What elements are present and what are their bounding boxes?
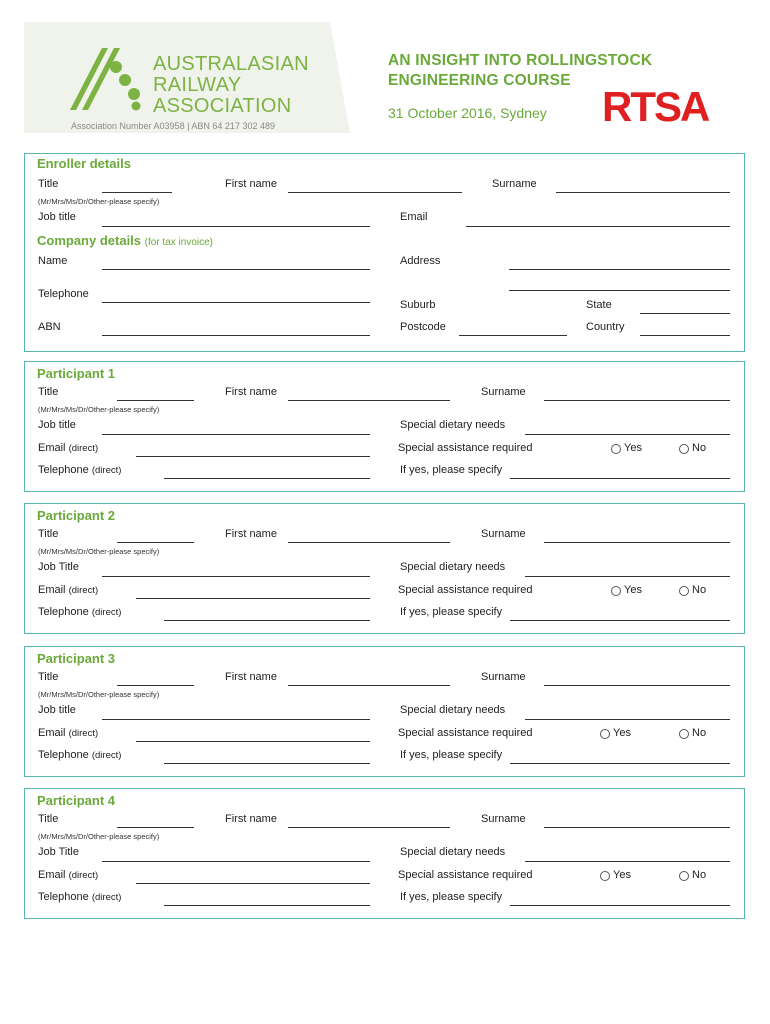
- participant-3-email-label-text: Email: [38, 727, 66, 739]
- participant-1-telephone-label: [38, 464, 121, 476]
- participant-2-surname-field[interactable]: [544, 542, 730, 543]
- participant-2-job-title-label: Job Title: [38, 561, 79, 573]
- ara-logo-icon: [68, 46, 152, 114]
- rtsa-logo-text: RTSA: [602, 84, 709, 126]
- participant-2-assistance-label: Special assistance required: [398, 584, 533, 596]
- participant-1-email-note: (direct): [68, 443, 99, 454]
- participant-4-assistance-yes-radio[interactable]: [600, 871, 610, 881]
- enroller-first-name-field[interactable]: [288, 192, 462, 193]
- participant-3-title-hint: (Mr/Mrs/Ms/Dr/Other-please specify): [38, 690, 160, 699]
- participant-2-telephone-label: [38, 606, 121, 618]
- participant-2-telephone-label-text: Telephone: [38, 606, 89, 618]
- participant-2-telephone-note: (direct): [91, 607, 122, 618]
- participant-4-first-name-label: First name: [225, 813, 277, 825]
- participant-1-section: [24, 361, 745, 492]
- participant-3-title: Participant 3: [37, 651, 116, 666]
- participant-3-assistance-no-radio[interactable]: [679, 729, 689, 739]
- participant-4-email-field[interactable]: [136, 883, 370, 884]
- participant-4-telephone-note: (direct): [91, 892, 122, 903]
- participant-3-email-label: [38, 727, 98, 739]
- participant-1-first-name-label: First name: [225, 386, 277, 398]
- participant-1-email-label: [38, 442, 98, 454]
- participant-1-no-label: No: [692, 442, 707, 454]
- company-telephone-field[interactable]: [102, 302, 370, 303]
- participant-2-specify-label: If yes, please specify: [400, 606, 503, 618]
- participant-1-title: Participant 1: [37, 366, 116, 381]
- company-country-field[interactable]: [640, 335, 730, 336]
- participant-4-telephone-field[interactable]: [164, 905, 370, 906]
- org-name-line-2: RAILWAY: [153, 74, 242, 96]
- participant-1-title-field[interactable]: [117, 400, 194, 401]
- participant-2-no-label: No: [692, 584, 707, 596]
- participant-4-first-name-field[interactable]: [288, 827, 450, 828]
- participant-4-assistance-no-radio[interactable]: [679, 871, 689, 881]
- participant-2-assistance-no-radio[interactable]: [679, 586, 689, 596]
- participant-4-yes-label: Yes: [613, 869, 631, 881]
- participant-1-assistance-label: Special assistance required: [398, 442, 533, 454]
- course-title-line-2: ENGINEERING COURSE: [388, 72, 571, 89]
- participant-1-email-field[interactable]: [136, 456, 370, 457]
- participant-2-title-hint: (Mr/Mrs/Ms/Dr/Other-please specify): [38, 547, 160, 556]
- company-title: [37, 233, 213, 248]
- participant-3-surname-field[interactable]: [544, 685, 730, 686]
- enroller-surname-field[interactable]: [556, 192, 730, 193]
- enroller-title-field[interactable]: [102, 192, 172, 193]
- participant-2-dietary-field[interactable]: [525, 576, 730, 577]
- company-telephone-label: Telephone: [38, 288, 89, 300]
- company-address-field-2[interactable]: [509, 290, 730, 291]
- company-note: (for tax invoice): [144, 237, 214, 248]
- participant-4-telephone-label-text: Telephone: [38, 891, 89, 903]
- company-country-label: Country: [586, 321, 625, 333]
- association-number: Association Number A03958 | ABN 64 217 302 489: [71, 121, 275, 131]
- enroller-email-label: Email: [400, 211, 428, 223]
- participant-1-telephone-note: (direct): [91, 465, 122, 476]
- company-address-label: Address: [400, 255, 441, 267]
- participant-4-title-hint: (Mr/Mrs/Ms/Dr/Other-please specify): [38, 832, 160, 841]
- participant-1-yes-label: Yes: [624, 442, 642, 454]
- participant-3-no-label: No: [692, 727, 707, 739]
- participant-2-job-title-field[interactable]: [102, 576, 370, 577]
- participant-3-telephone-field[interactable]: [164, 763, 370, 764]
- participant-1-dietary-label: Special dietary needs: [400, 419, 506, 431]
- participant-2-first-name-field[interactable]: [288, 542, 450, 543]
- participant-3-surname-label: Surname: [481, 671, 526, 683]
- participant-3-title-label: Title: [38, 671, 59, 683]
- participant-4-assistance-label: Special assistance required: [398, 869, 533, 881]
- participant-3-specify-label: If yes, please specify: [400, 749, 503, 761]
- participant-3-job-title-field[interactable]: [102, 719, 370, 720]
- participant-2-email-note: (direct): [68, 585, 99, 596]
- course-title-line-1: AN INSIGHT INTO ROLLINGSTOCK: [388, 52, 653, 69]
- participant-1-title-label: Title: [38, 386, 59, 398]
- company-state-label: State: [586, 299, 612, 311]
- participant-3-specify-field[interactable]: [510, 763, 730, 764]
- participant-1-specify-field[interactable]: [510, 478, 730, 479]
- enroller-first-name-label: First name: [225, 178, 277, 190]
- participant-2-email-label-text: Email: [38, 584, 66, 596]
- company-abn-label: ABN: [38, 321, 61, 333]
- company-name-label: Name: [38, 255, 68, 267]
- org-name-line-3: ASSOCIATION: [153, 95, 292, 117]
- participant-4-dietary-label: Special dietary needs: [400, 846, 506, 858]
- participant-4-surname-label: Surname: [481, 813, 526, 825]
- company-address-field-1[interactable]: [509, 269, 730, 270]
- participant-4-title-label: Title: [38, 813, 59, 825]
- participant-4-section: [24, 788, 745, 919]
- participant-3-assistance-label: Special assistance required: [398, 727, 533, 739]
- participant-2-telephone-field[interactable]: [164, 620, 370, 621]
- participant-3-job-title-label: Job title: [38, 704, 76, 716]
- participant-1-email-label-text: Email: [38, 442, 66, 454]
- participant-2-dietary-label: Special dietary needs: [400, 561, 506, 573]
- participant-3-yes-label: Yes: [613, 727, 631, 739]
- participant-1-assistance-no-radio[interactable]: [679, 444, 689, 454]
- participant-2-yes-label: Yes: [624, 584, 642, 596]
- participant-3-section: [24, 646, 745, 777]
- participant-1-specify-label: If yes, please specify: [400, 464, 503, 476]
- company-abn-field[interactable]: [102, 335, 370, 336]
- participant-4-email-label-text: Email: [38, 869, 66, 881]
- participant-4-email-note: (direct): [68, 870, 99, 881]
- participant-3-first-name-field[interactable]: [288, 685, 450, 686]
- company-postcode-field[interactable]: [459, 335, 567, 336]
- enroller-title-label: Title: [38, 178, 59, 190]
- participant-2-surname-label: Surname: [481, 528, 526, 540]
- participant-2-title-label: Title: [38, 528, 59, 540]
- enroller-title-hint: (Mr/Mrs/Ms/Dr/Other-please specify): [38, 197, 160, 206]
- participant-1-surname-label: Surname: [481, 386, 526, 398]
- participant-3-email-note: (direct): [68, 728, 99, 739]
- course-date: 31 October 2016, Sydney: [388, 105, 547, 121]
- participant-1-assistance-yes-radio[interactable]: [611, 444, 621, 454]
- participant-3-assistance-yes-radio[interactable]: [600, 729, 610, 739]
- participant-3-dietary-label: Special dietary needs: [400, 704, 506, 716]
- participant-4-job-title-label: Job Title: [38, 846, 79, 858]
- participant-4-title: Participant 4: [37, 793, 116, 808]
- participant-1-first-name-field[interactable]: [288, 400, 450, 401]
- company-name-field[interactable]: [102, 269, 370, 270]
- participant-4-dietary-field[interactable]: [525, 861, 730, 862]
- enroller-job-title-field[interactable]: [102, 226, 370, 227]
- participant-4-no-label: No: [692, 869, 707, 881]
- participant-1-dietary-field[interactable]: [525, 434, 730, 435]
- participant-2-email-field[interactable]: [136, 598, 370, 599]
- participant-2-email-label: [38, 584, 98, 596]
- participant-2-title-field[interactable]: [117, 542, 194, 543]
- company-suburb-label: Suburb: [400, 299, 436, 311]
- company-title-text: Company details: [37, 233, 142, 248]
- enroller-surname-label: Surname: [492, 178, 537, 190]
- participant-4-specify-label: If yes, please specify: [400, 891, 503, 903]
- participant-2-assistance-yes-radio[interactable]: [611, 586, 621, 596]
- participant-3-title-field[interactable]: [117, 685, 194, 686]
- participant-3-telephone-note: (direct): [91, 750, 122, 761]
- participant-4-email-label: [38, 869, 98, 881]
- company-state-field[interactable]: [640, 313, 730, 314]
- participant-1-title-hint: (Mr/Mrs/Ms/Dr/Other-please specify): [38, 405, 160, 414]
- participant-2-title: Participant 2: [37, 508, 116, 523]
- participant-4-surname-field[interactable]: [544, 827, 730, 828]
- participant-2-first-name-label: First name: [225, 528, 277, 540]
- participant-1-telephone-label-text: Telephone: [38, 464, 89, 476]
- enroller-title: Enroller details: [37, 156, 131, 171]
- participant-3-first-name-label: First name: [225, 671, 277, 683]
- participant-4-job-title-field[interactable]: [102, 861, 370, 862]
- participant-3-dietary-field[interactable]: [525, 719, 730, 720]
- participant-4-specify-field[interactable]: [510, 905, 730, 906]
- enroller-job-title-label: Job title: [38, 211, 76, 223]
- enroller-email-field[interactable]: [466, 226, 730, 227]
- participant-4-telephone-label: [38, 891, 121, 903]
- participant-3-telephone-label-text: Telephone: [38, 749, 89, 761]
- participant-2-specify-field[interactable]: [510, 620, 730, 621]
- participant-4-title-field[interactable]: [117, 827, 194, 828]
- participant-1-telephone-field[interactable]: [164, 478, 370, 479]
- participant-1-surname-field[interactable]: [544, 400, 730, 401]
- rtsa-logo: [600, 84, 724, 126]
- company-postcode-label: Postcode: [400, 321, 446, 333]
- participant-2-section: [24, 503, 745, 634]
- participant-3-telephone-label: [38, 749, 121, 761]
- org-name-line-1: AUSTRALASIAN: [153, 53, 309, 75]
- participant-3-email-field[interactable]: [136, 741, 370, 742]
- enroller-company-section: [24, 153, 745, 352]
- participant-1-job-title-label: Job title: [38, 419, 76, 431]
- participant-1-job-title-field[interactable]: [102, 434, 370, 435]
